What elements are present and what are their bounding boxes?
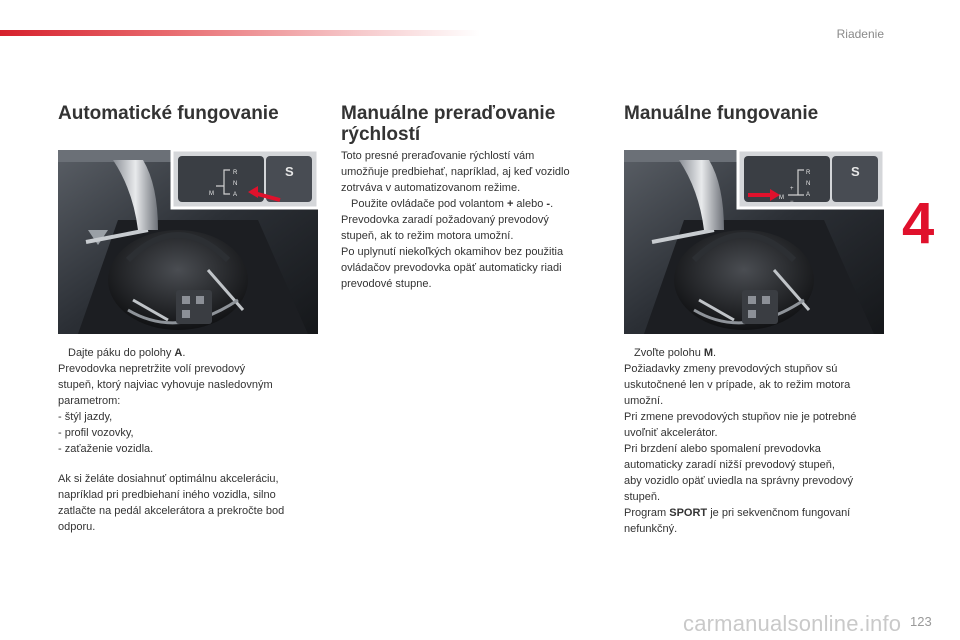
list-item: - profil vozovky, (58, 427, 134, 439)
text-line: Po uplynutí niekoľkých okamihov bez použitia (341, 246, 564, 258)
gear-label-r: R (233, 170, 238, 176)
text-line: aby vozidlo opäť uviedla na správny prevodový (624, 475, 854, 487)
col1-title: Automatické fungovanie (58, 103, 279, 124)
text-line: Program SPORT je pri sekvenčnom fungovaní (624, 507, 851, 519)
text-line: Pri brzdení alebo spomalení prevodovka (624, 443, 821, 455)
gear-selector-illustration (58, 150, 318, 334)
text-line: Ak si želáte dosiahnuť optimálnu akceleráciu, (58, 473, 279, 485)
gear-label-a: A (806, 192, 811, 198)
text-line: Pri zmene prevodových stupňov nie je potrebné (624, 411, 857, 423)
col3-title: Manuálne fungovanie (624, 103, 819, 124)
instruction-line: Zvoľte polohu M. (634, 347, 717, 359)
text-line: uvoľniť akcelerátor. (624, 427, 718, 439)
section-title: Riadenie (836, 27, 884, 41)
text-line: umožní. (624, 395, 664, 407)
text-line: ovládačov prevodovka opäť automaticky riadi (341, 262, 562, 274)
instruction-line: Dajte páku do polohy A. (68, 347, 186, 359)
col3-text (624, 345, 894, 537)
header-accent-bar (0, 30, 480, 36)
gear-label-r: R (806, 170, 811, 176)
text-line: automaticky zaradí nižší prevodový stupeň, (624, 459, 835, 471)
gear-label-m: M (779, 195, 784, 201)
list-item: - zaťaženie vozidla. (58, 443, 154, 455)
text-line: umožňuje predbiehať, napríklad, aj keď vozidlo (341, 166, 570, 178)
gear-label-minus: − (790, 199, 794, 205)
instruction-line: Použite ovládače pod volantom + alebo -. (351, 198, 554, 210)
text-line: Toto presné preraďovanie rýchlostí vám (341, 150, 535, 162)
sport-button-label: S (851, 164, 860, 179)
text-line: uskutočnené len v prípade, ak to režim motora (624, 379, 851, 391)
col2-text (341, 148, 611, 292)
text-line: stupeň. (624, 491, 661, 503)
col1-text (58, 345, 328, 535)
page-number: 123 (910, 614, 932, 629)
text-line: prevodové stupne. (341, 278, 432, 290)
text-line: Prevodovka nepretržite volí prevodový (58, 363, 246, 375)
text-line: nefunkčný. (624, 523, 678, 535)
text-line: stupeň, ktorý najviac vyhovuje nasledovným (58, 379, 273, 391)
gear-selector-illustration (624, 150, 884, 334)
text-line: Prevodovka zaradí požadovaný prevodový (341, 214, 549, 226)
chapter-number: 4 (902, 191, 935, 256)
gear-label-plus: + (790, 186, 794, 192)
text-line: parametrom: (58, 395, 121, 407)
gear-selector-photo-a (58, 150, 318, 334)
text-line: stupeň, ak to režim motora umožní. (341, 230, 514, 242)
text-line: zatlačte na pedál akcelerátora a prekročte bod (58, 505, 285, 517)
text-line: napríklad pri predbiehaní iného vozidla, silno (58, 489, 276, 501)
gear-selector-photo-m (624, 150, 884, 334)
gear-label-m: M (209, 191, 214, 197)
text-line: odporu. (58, 521, 96, 533)
gear-label-a: A (233, 192, 238, 198)
text-line: Požiadavky zmeny prevodových stupňov sú (624, 363, 838, 375)
text-line: zotrváva v automatizovanom režime. (341, 182, 521, 194)
gear-label-n: N (233, 181, 238, 187)
list-item: - štýl jazdy, (58, 411, 113, 423)
watermark-link[interactable]: carmanualsonline.info (683, 611, 902, 636)
sport-button-label: S (285, 164, 294, 179)
col2-title: Manuálne preraďovanie rýchlostí (341, 103, 556, 145)
gear-label-n: N (806, 181, 811, 187)
